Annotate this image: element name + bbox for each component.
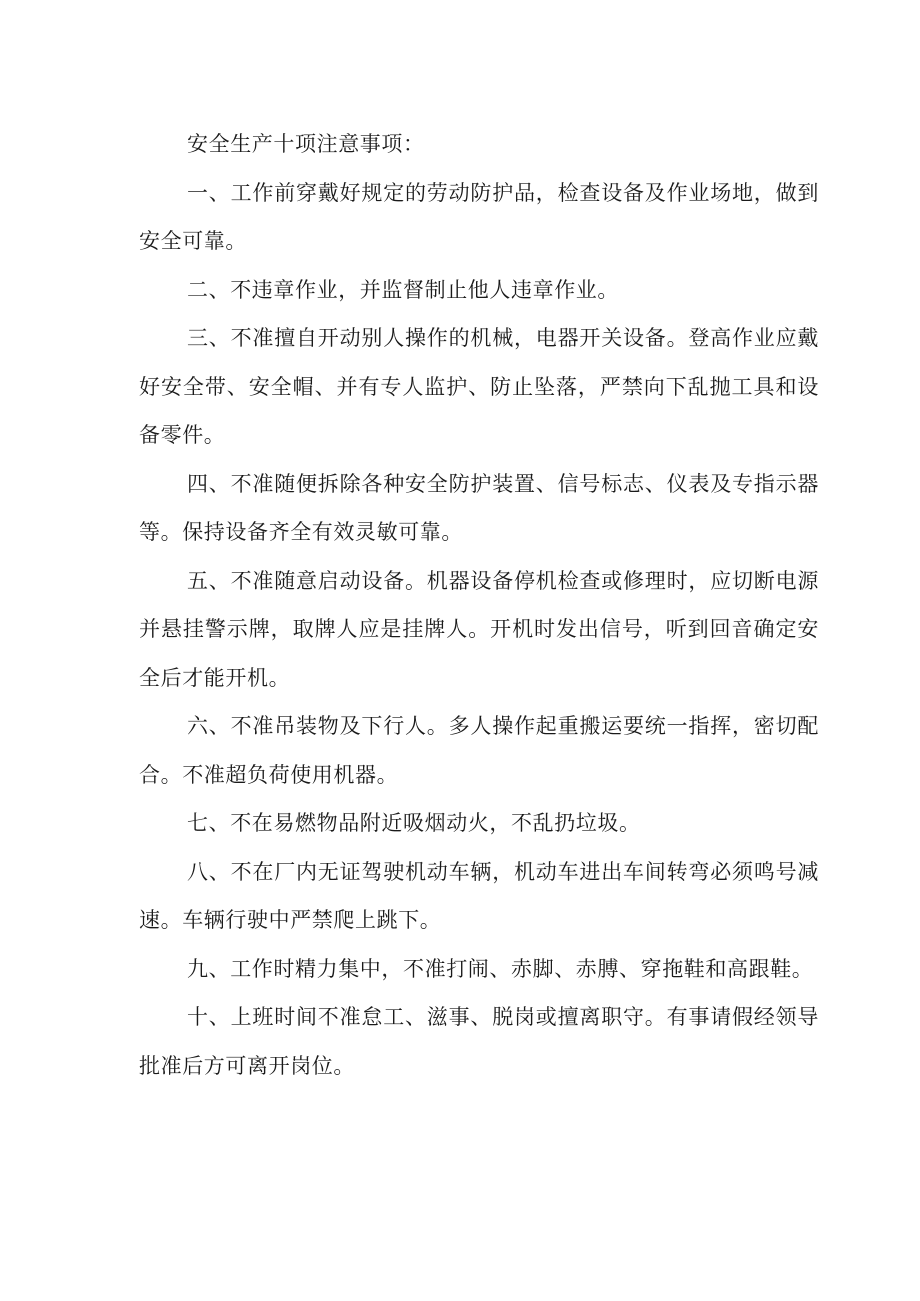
list-item: 七、不在易燃物品附近吸烟动火，不乱扔垃圾。	[187, 811, 641, 835]
document-title: 安全生产十项注意事项：	[187, 132, 425, 156]
list-item: 六、不准吊装物及下行人。多人操作起重搬运要统一指挥，密切配合。不准超负荷使用机器。	[139, 714, 819, 787]
list-item: 五、不准随意启动设备。机器设备停机检查或修理时，应切断电源并悬挂警示牌，取牌人应是挂牌人。开机时发出信号，听到回音确定安全后才能开机。	[139, 568, 819, 690]
list-item: 一、工作前穿戴好规定的劳动防护品，检查设备及作业场地，做到安全可靠。	[139, 180, 819, 253]
list-item: 九、工作时精力集中，不准打闹、赤脚、赤膊、穿拖鞋和高跟鞋。	[187, 956, 814, 981]
list-item: 四、不准随便拆除各种安全防护装置、信号标志、仪表及专指示器等。保持设备齐全有效灵敏可靠。	[139, 471, 819, 544]
list-item: 十、上班时间不准怠工、滋事、脱岗或擅离职守。有事请假经领导批准后方可离开岗位。	[139, 1005, 819, 1078]
list-item: 二、不违章作业，并监督制止他人违章作业。	[187, 277, 619, 302]
list-item: 三、不准擅自开动别人操作的机械，电器开关设备。登高作业应戴好安全带、安全帽、并有专人监护、防止坠落，严禁向下乱抛工具和设备零件。	[139, 326, 819, 447]
document-body	[139, 120, 819, 1090]
list-item: 八、不在厂内无证驾驶机动车辆，机动车进出车间转弯必须鸣号减速。车辆行驶中严禁爬上跳下。	[139, 859, 819, 932]
